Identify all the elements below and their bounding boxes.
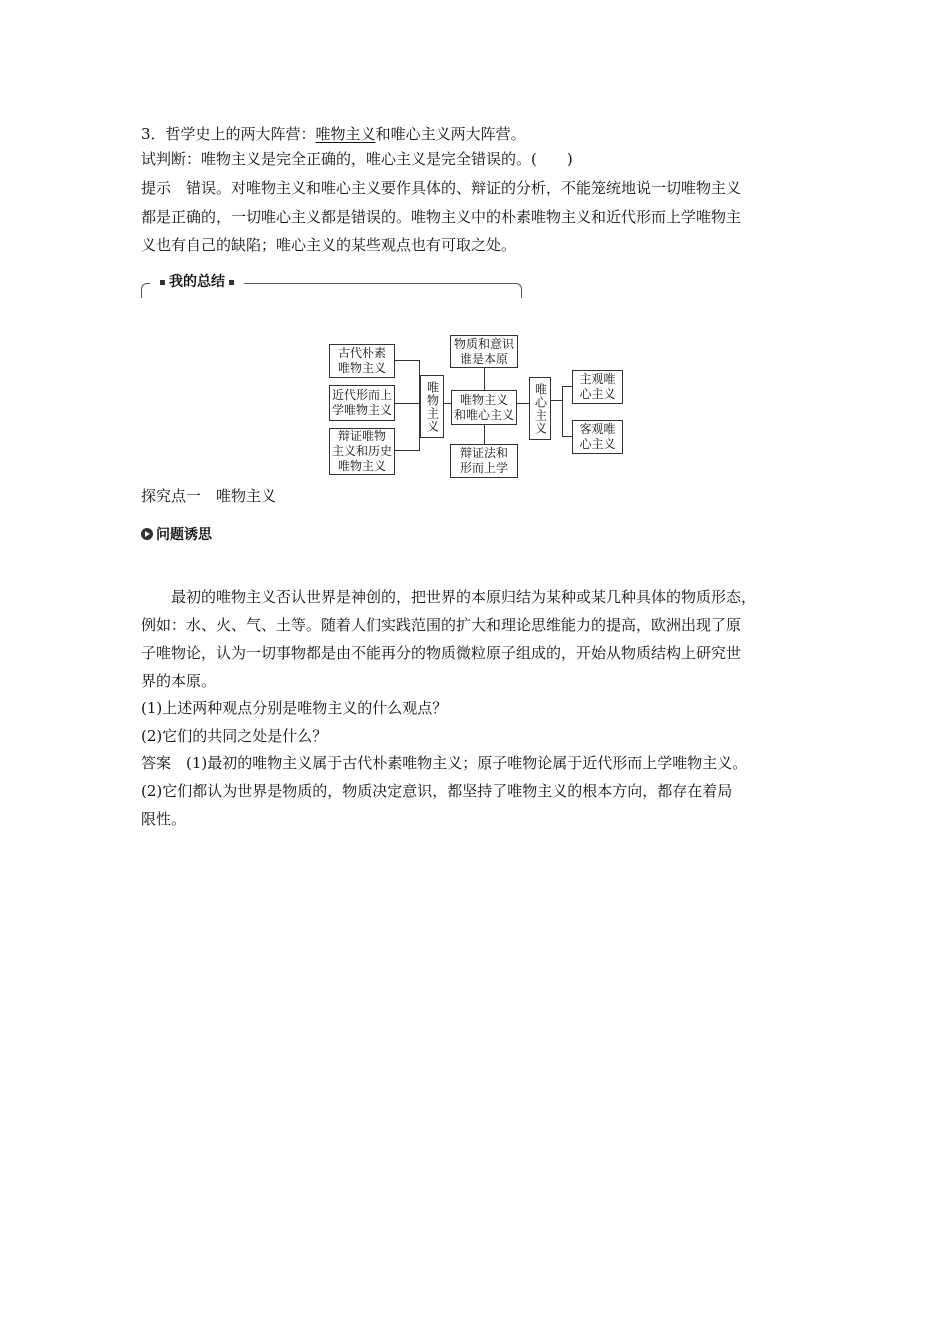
explore-point-title: 探究点一 唯物主义 [141, 487, 277, 505]
connector [484, 367, 485, 391]
node-subjective-idealism: 主观唯 心主义 [572, 370, 623, 404]
node-ancient-naive-materialism: 古代朴素 唯物主义 [329, 344, 395, 378]
node-materialism-and-idealism: 唯物主义 和唯心主义 [451, 390, 517, 425]
connector [517, 403, 529, 404]
connector [395, 403, 420, 404]
connector [484, 424, 485, 444]
section-3-line: 3．哲学史上的两大阵营：唯物主义和唯心主义两大阵营。 [141, 125, 526, 143]
answer-line-3: 限性。 [141, 810, 187, 828]
answer-line-2: (2)它们都认为世界是物质的，物质决定意识，都坚持了唯物主义的根本方向，都存在着局 [141, 782, 733, 800]
judge-question: 试判断：唯物主义是完全正确的，唯心主义是完全错误的。( ) [141, 150, 573, 168]
play-circle-icon [141, 528, 153, 540]
connector [395, 360, 420, 361]
connector [395, 450, 420, 451]
square-bullet-icon [160, 280, 165, 285]
hint-line-3: 义也有自己的缺陷；唯心主义的某些观点也有可取之处。 [141, 236, 517, 254]
node-dialectical-historical-materialism: 辩证唯物 主义和历史 唯物主义 [329, 428, 395, 475]
node-matter-consciousness-origin: 物质和意识 谁是本原 [450, 335, 518, 368]
hint-line-2: 都是正确的，一切唯心主义都是错误的。唯物主义中的朴素唯物主义和近代形而上学唯物主 [141, 208, 742, 226]
connector [562, 386, 572, 387]
paragraph-line-2: 例如：水、火、气、土等。随着人们实践范围的扩大和理论思维能力的提高，欧洲出现了原 [141, 616, 742, 634]
node-materialism: 唯物主义 [420, 375, 444, 438]
hint-line-1: 提示 错误。对唯物主义和唯心主义要作具体的、辩证的分析，不能笼统地说一切唯物主义 [141, 179, 742, 197]
answer-line-1: 答案 (1)最初的唯物主义属于古代朴素唯物主义；原子唯物论属于近代形而上学唯物主义。 [141, 754, 748, 772]
question-section-heading: 问题诱思 [141, 524, 212, 546]
summary-heading: 我的总结 [150, 273, 244, 291]
paragraph-line-1: 最初的唯物主义否认世界是神创的，把世界的本原归结为某种或某几种具体的物质形态， [141, 588, 757, 606]
node-objective-idealism: 客观唯 心主义 [572, 420, 623, 454]
underlined-term: 唯物主义 [315, 125, 376, 143]
paragraph-line-3: 子唯物论，认为一切事物都是由不能再分的物质微粒原子组成的，开始从物质结构上研究世 [141, 644, 742, 662]
connector [550, 400, 562, 401]
connector [444, 403, 451, 404]
node-dialectics-metaphysics: 辩证法和 形而上学 [450, 444, 518, 478]
question-1: (1)上述两种观点分别是唯物主义的什么观点？ [141, 699, 448, 717]
paragraph-line-4: 界的本原。 [141, 672, 217, 690]
node-modern-metaphysical-materialism: 近代形而上 学唯物主义 [329, 385, 395, 421]
connector [562, 386, 563, 436]
question-2: (2)它们的共同之处是什么？ [141, 727, 328, 745]
connector [562, 436, 572, 437]
node-idealism: 唯心主义 [529, 377, 551, 440]
square-bullet-icon [229, 280, 234, 285]
